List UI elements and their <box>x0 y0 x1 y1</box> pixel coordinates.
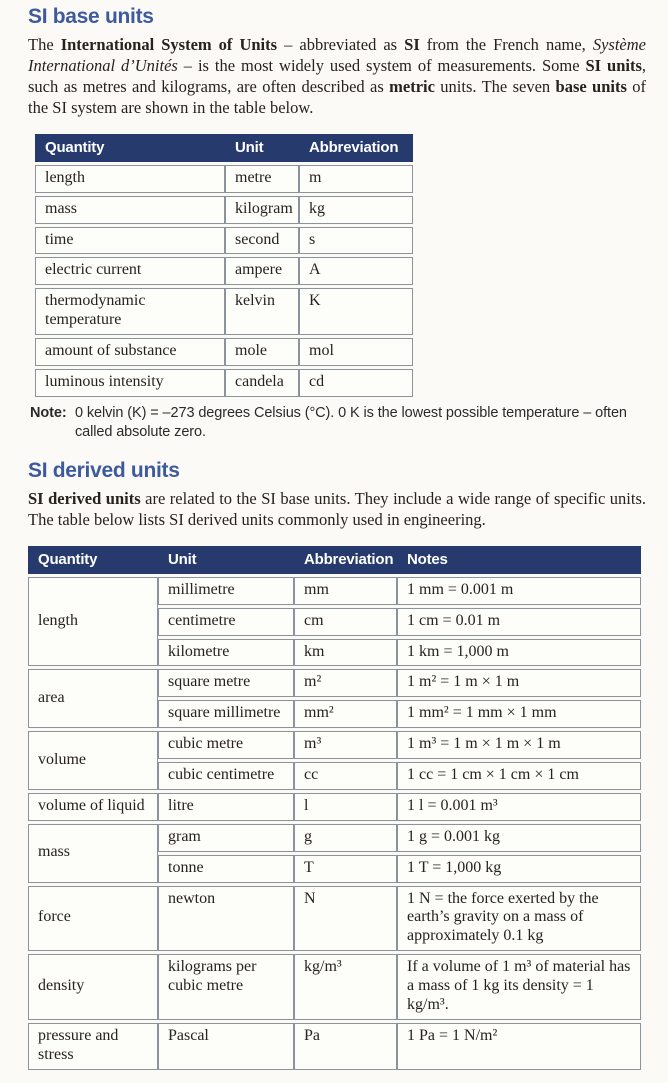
section-si-derived-units <box>28 459 646 1073</box>
abbreviation-cell: Pa <box>294 1023 397 1070</box>
column-header-unit: Unit <box>158 546 294 574</box>
unit-cell: ampere <box>225 257 299 285</box>
text-segment: base units <box>555 76 627 96</box>
abbreviation-cell: cm <box>294 608 397 636</box>
text-segment: 0 kelvin (K) = –273 degrees Celsius (°C). 0 K is the lowest possible temperature – often called absolute zero. <box>75 404 627 441</box>
quantity-cell: force <box>28 886 158 952</box>
unit-cell: kilograms per cubic metre <box>158 954 294 1020</box>
unit-cell: cubic centimetre <box>158 762 294 790</box>
derived-units-table <box>28 543 641 1073</box>
table-row <box>35 369 413 397</box>
derived-units-table-body <box>28 577 641 1070</box>
text-segment: of the SI system are shown in the table below. <box>28 76 647 117</box>
text-segment: SI <box>404 35 420 54</box>
unit-cell: metre <box>225 165 299 193</box>
quantity-cell: mass <box>35 196 225 224</box>
abbreviation-cell: km <box>294 639 397 667</box>
text-segment: , such as metres and kilograms, are often described as <box>28 55 646 96</box>
column-header-abbreviation: Abbreviation <box>294 546 397 574</box>
table-row <box>35 196 413 224</box>
table-row <box>28 824 641 852</box>
column-header-quantity: Quantity <box>35 134 225 162</box>
unit-cell: kelvin <box>225 288 299 335</box>
text-segment: The <box>28 35 61 54</box>
table-header-row <box>28 546 641 574</box>
quantity-cell: volume of liquid <box>28 793 158 821</box>
notes-cell: 1 g = 0.001 kg <box>397 824 641 852</box>
section-si-base-units <box>28 5 646 443</box>
column-header-quantity: Quantity <box>28 546 158 574</box>
text-segment: SI derived units <box>28 488 141 508</box>
table-row <box>28 793 641 821</box>
unit-cell: mole <box>225 338 299 366</box>
text-segment: International System of Units <box>60 35 278 54</box>
abbreviation-cell: s <box>299 227 413 255</box>
table-row <box>35 257 413 285</box>
quantity-cell: luminous intensity <box>35 369 225 397</box>
abbreviation-cell: m³ <box>294 731 397 759</box>
notes-cell: 1 l = 0.001 m³ <box>397 793 641 821</box>
table-row <box>28 1023 641 1070</box>
text-segment: SI units <box>585 55 642 75</box>
table-row <box>35 227 413 255</box>
quantity-cell: time <box>35 227 225 255</box>
table-row <box>28 886 641 952</box>
unit-cell: kilogram <box>225 196 299 224</box>
quantity-cell: thermodynamic temperature <box>35 288 225 335</box>
unit-cell: millimetre <box>158 577 294 605</box>
abbreviation-cell: kg <box>299 196 413 224</box>
text-segment: are related to the SI base units. They include a wide range of specific units. The table below lists SI derived units commonly used in engineering. <box>28 488 646 529</box>
intro-paragraph <box>28 35 646 119</box>
table-row <box>35 338 413 366</box>
unit-cell: litre <box>158 793 294 821</box>
abbreviation-cell: mm² <box>294 700 397 728</box>
unit-cell: centimetre <box>158 608 294 636</box>
abbreviation-cell: A <box>299 257 413 285</box>
abbreviation-cell: cd <box>299 369 413 397</box>
table-row <box>35 165 413 193</box>
table-row <box>35 288 413 335</box>
abbreviation-cell: m <box>299 165 413 193</box>
abbreviation-cell: l <box>294 793 397 821</box>
abbreviation-cell: g <box>294 824 397 852</box>
column-header-abbreviation: Abbreviation <box>299 134 413 162</box>
table-row <box>28 577 641 605</box>
notes-cell: 1 m³ = 1 m × 1 m × 1 m <box>397 731 641 759</box>
quantity-cell: length <box>28 577 158 667</box>
quantity-cell: volume <box>28 731 158 790</box>
notes-cell: 1 mm = 0.001 m <box>397 577 641 605</box>
text-segment: – is the most widely used system of measurements. Some <box>177 55 586 75</box>
unit-cell: newton <box>158 886 294 952</box>
note <box>30 404 646 443</box>
abbreviation-cell: N <box>294 886 397 952</box>
notes-cell: 1 cm = 0.01 m <box>397 608 641 636</box>
quantity-cell: area <box>28 669 158 728</box>
unit-cell: kilometre <box>158 639 294 667</box>
base-units-table-body <box>35 165 413 397</box>
unit-cell: square millimetre <box>158 700 294 728</box>
unit-cell: candela <box>225 369 299 397</box>
notes-cell: 1 Pa = 1 N/m² <box>397 1023 641 1070</box>
quantity-cell: mass <box>28 824 158 883</box>
unit-cell: Pascal <box>158 1023 294 1070</box>
section-heading-derived: SI derived units <box>28 458 180 482</box>
notes-cell: 1 T = 1,000 kg <box>397 855 641 883</box>
text-segment: – abbreviated as <box>277 35 405 54</box>
notes-cell: If a volume of 1 m³ of material has a mass of 1 kg its density = 1 kg/m³. <box>397 954 641 1020</box>
abbreviation-cell: mm <box>294 577 397 605</box>
unit-cell: second <box>225 227 299 255</box>
text-segment: units. The seven <box>434 76 556 96</box>
abbreviation-cell: kg/m³ <box>294 954 397 1020</box>
abbreviation-cell: T <box>294 855 397 883</box>
table-row <box>28 669 641 697</box>
quantity-cell: electric current <box>35 257 225 285</box>
abbreviation-cell: m² <box>294 669 397 697</box>
text-segment: from the French name, <box>419 35 593 54</box>
unit-cell: cubic metre <box>158 731 294 759</box>
notes-cell: 1 km = 1,000 m <box>397 639 641 667</box>
abbreviation-cell: K <box>299 288 413 335</box>
notes-cell: 1 m² = 1 m × 1 m <box>397 669 641 697</box>
quantity-cell: length <box>35 165 225 193</box>
text-segment: Système International d’Unités <box>28 35 646 75</box>
note-label: Note: <box>30 404 67 421</box>
text-segment: metric <box>389 76 435 96</box>
quantity-cell: pressure and stress <box>28 1023 158 1070</box>
unit-cell: tonne <box>158 855 294 883</box>
quantity-cell: density <box>28 954 158 1020</box>
table-row <box>28 731 641 759</box>
base-units-table <box>35 131 413 400</box>
table-header-row <box>35 134 413 162</box>
intro-paragraph-derived <box>28 489 646 531</box>
abbreviation-cell: cc <box>294 762 397 790</box>
column-header-unit: Unit <box>225 134 299 162</box>
page-title: SI base units <box>28 5 154 28</box>
quantity-cell: amount of substance <box>35 338 225 366</box>
table-row <box>28 954 641 1020</box>
note-text <box>75 405 627 441</box>
notes-cell: 1 N = the force exerted by the earth’s gravity on a mass of approximately 0.1 kg <box>397 886 641 952</box>
unit-cell: gram <box>158 824 294 852</box>
notes-cell: 1 mm² = 1 mm × 1 mm <box>397 700 641 728</box>
notes-cell: 1 cc = 1 cm × 1 cm × 1 cm <box>397 762 641 790</box>
unit-cell: square metre <box>158 669 294 697</box>
column-header-notes: Notes <box>397 546 641 574</box>
abbreviation-cell: mol <box>299 338 413 366</box>
